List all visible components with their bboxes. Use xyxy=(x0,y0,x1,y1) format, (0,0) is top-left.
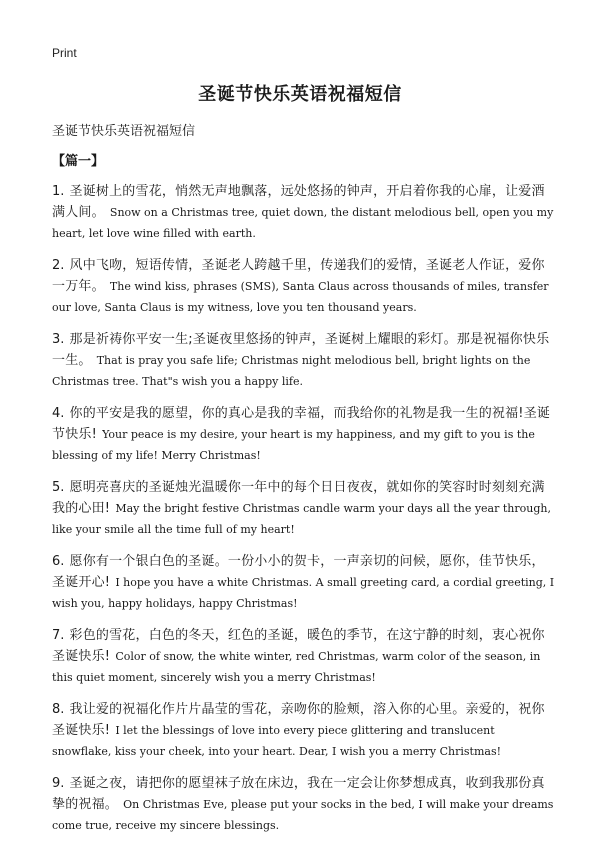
section-label: 【篇一】 xyxy=(52,154,105,169)
item-number: 7. xyxy=(52,628,65,643)
item-chinese-text: 风中飞吻，短语传情，圣诞老人跨越千里，传递我们的爱情，圣诞老人作证，爱你一万年。 xyxy=(52,258,545,294)
item-number: 8. xyxy=(52,702,65,717)
item-chinese-text: 那是祈祷你平安一生;圣诞夜里悠扬的钟声，圣诞树上耀眼的彩灯。那是祝福你快乐一生。 xyxy=(52,332,550,368)
item-chinese-text: 你的平安是我的愿望，你的真心是我的幸福，而我给你的礼物是我一生的祝福!圣诞节快乐! xyxy=(52,406,551,442)
print-link[interactable]: Print xyxy=(52,46,77,60)
item-english-text: On Christmas Eve, please put your socks in the bed, I will make your dreams come true, receive my sincere blessings. xyxy=(52,798,554,832)
item-number: 9. xyxy=(52,776,65,791)
item-english-text: May the bright festive Christmas candle warm your days all the year through, like your smile all the time full of my heart! xyxy=(52,502,551,536)
list-item xyxy=(52,402,557,465)
list-item xyxy=(52,550,557,613)
subtitle: 圣诞节快乐英语祝福短信 xyxy=(52,124,196,139)
item-number: 1. xyxy=(52,184,65,199)
item-english-text: I let the blessings of love into every piece glittering and translucent snowflake, kiss your cheek, into your heart. Dear, I wish you a merry Christmas! xyxy=(52,724,502,758)
item-chinese-text: 愿你有一个银白色的圣诞。一份小小的贺卡，一声亲切的问候，愿你，佳节快乐，圣诞开心! xyxy=(52,554,545,590)
list-item xyxy=(52,772,557,835)
item-number: 3. xyxy=(52,332,65,347)
item-number: 2. xyxy=(52,258,65,273)
page-title: 圣诞节快乐英语祝福短信 xyxy=(198,84,402,105)
list-item xyxy=(52,180,557,243)
item-english-text: Snow on a Christmas tree, quiet down, the distant melodious bell, open you my heart, let love wine filled with earth. xyxy=(52,206,554,240)
list-item xyxy=(52,624,557,687)
item-chinese-text: 圣诞树上的雪花，悄然无声地飘落，远处悠扬的钟声，开启着你我的心扉，让爱酒满人间。 xyxy=(52,184,545,220)
list-item xyxy=(52,254,557,317)
item-english-text: The wind kiss, phrases (SMS), Santa Claus across thousands of miles, transfer our love, Santa Claus is my witness, love you ten thousand years. xyxy=(52,280,549,314)
greeting-list xyxy=(52,180,557,846)
item-chinese-text: 彩色的雪花，白色的冬天，红色的圣诞，暖色的季节，在这宁静的时刻，衷心祝你圣诞快乐! xyxy=(52,628,545,664)
item-english-text: That is pray you safe life; Christmas night melodious bell, bright lights on the Christmas tree. That"s wish you a happy life. xyxy=(52,354,531,388)
list-item xyxy=(52,328,557,391)
item-english-text: Color of snow, the white winter, red Christmas, warm color of the season, in this quiet moment, sincerely wish you a merry Christmas! xyxy=(52,650,541,684)
list-item xyxy=(52,698,557,761)
list-item xyxy=(52,476,557,539)
item-chinese-text: 愿明亮喜庆的圣诞烛光温暖你一年中的每个日日夜夜，就如你的笑容时时刻刻充满我的心田! xyxy=(52,480,545,516)
item-english-text: I hope you have a white Christmas. A small greeting card, a cordial greeting, I wish you, happy holidays, happy Christmas! xyxy=(52,576,555,610)
item-number: 5. xyxy=(52,480,65,495)
item-chinese-text: 我让爱的祝福化作片片晶莹的雪花，亲吻你的脸颊，溶入你的心里。亲爱的，祝你圣诞快乐! xyxy=(52,702,545,738)
item-chinese-text: 圣诞之夜，请把你的愿望袜子放在床边，我在一定会让你梦想成真，收到我那份真挚的祝福。 xyxy=(52,776,545,812)
item-number: 6. xyxy=(52,554,65,569)
item-english-text: Your peace is my desire, your heart is my happiness, and my gift to you is the blessing of my life! Merry Christmas! xyxy=(52,428,535,462)
item-number: 4. xyxy=(52,406,65,421)
